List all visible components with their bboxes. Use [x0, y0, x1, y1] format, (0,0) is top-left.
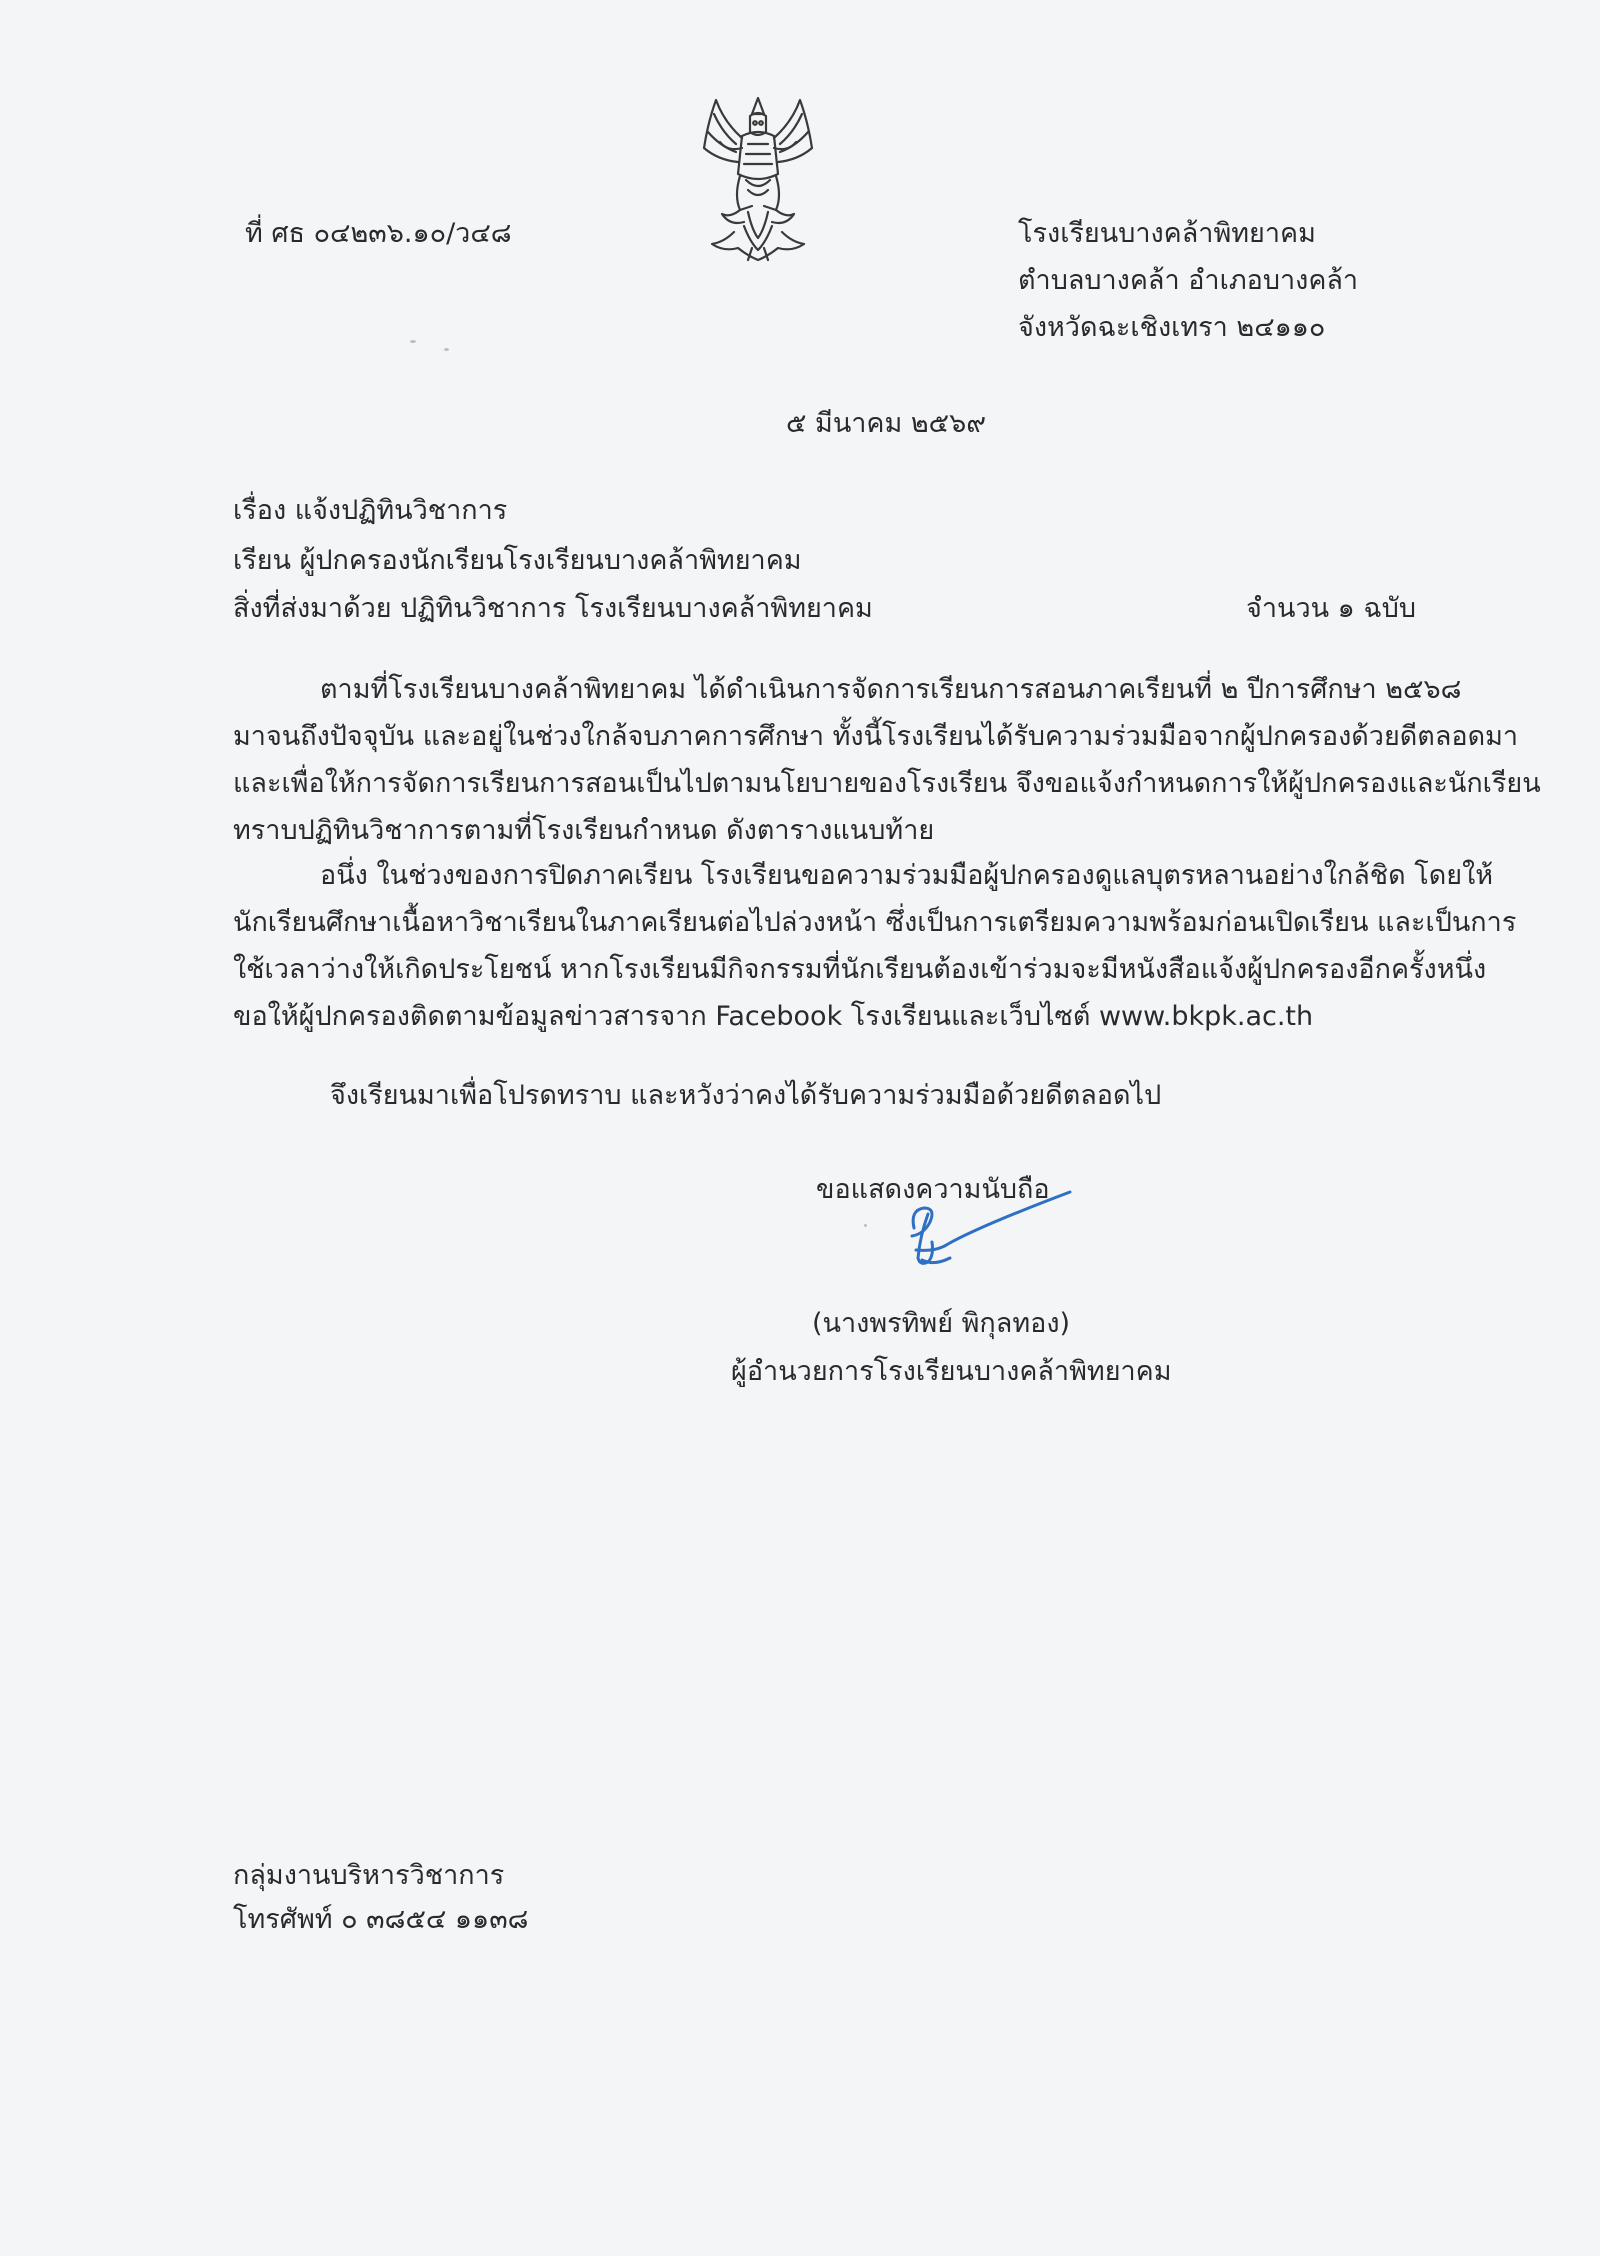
body-line: ทราบปฏิทินวิชาการตามที่โรงเรียนกำหนด ดังตารางแนบท้าย [233, 815, 935, 846]
school-province: จังหวัดฉะเชิงเทรา ๒๔๑๑๐ [1018, 312, 1326, 343]
paper-speck [864, 1224, 867, 1227]
body-line: ขอให้ผู้ปกครองติดตามข้อมูลข่าวสารจาก Facebook โรงเรียนและเว็บไซต์ www.bkpk.ac.th [233, 1001, 1314, 1032]
signer-title: ผู้อำนวยการโรงเรียนบางคล้าพิทยาคม [731, 1356, 1172, 1387]
paper-speck [444, 348, 449, 351]
body-line: ตามที่โรงเรียนบางคล้าพิทยาคม ได้ดำเนินการจัดการเรียนการสอนภาคเรียนที่ ๒ ปีการศึกษา ๒๕๖๘ [320, 674, 1462, 705]
school-address-line: ตำบลบางคล้า อำเภอบางคล้า [1018, 265, 1359, 296]
salutation: ขอแสดงความนับถือ [816, 1174, 1050, 1205]
signature-icon [890, 1186, 1080, 1286]
body-line: นักเรียนศึกษาเนื้อหาวิชาเรียนในภาคเรียนต่อไปล่วงหน้า ซึ่งเป็นการเตรียมความพร้อมก่อนเปิดเรียน และเป็นการ [233, 907, 1517, 938]
body-line: และเพื่อให้การจัดการเรียนการสอนเป็นไปตามนโยบายของโรงเรียน จึงขอแจ้งกำหนดการให้ผู้ปกครองและนักเรียน [233, 768, 1541, 799]
body-line: อนึ่ง ในช่วงของการปิดภาคเรียน โรงเรียนขอความร่วมมือผู้ปกครองดูแลบุตรหลานอย่างใกล้ชิด โดยให้ [320, 860, 1494, 891]
enclosure-count: จำนวน ๑ ฉบับ [1246, 593, 1417, 624]
footer-phone: โทรศัพท์ ๐ ๓๘๕๔ ๑๑๓๘ [233, 1904, 529, 1935]
footer-department: กลุ่มงานบริหารวิชาการ [233, 1860, 505, 1891]
letter-subject: เรื่อง แจ้งปฏิทินวิชาการ [233, 495, 508, 526]
garuda-emblem-icon [694, 92, 822, 264]
school-name: โรงเรียนบางคล้าพิทยาคม [1018, 218, 1316, 249]
letter-recipient: เรียน ผู้ปกครองนักเรียนโรงเรียนบางคล้าพิทยาคม [233, 545, 802, 576]
body-line: มาจนถึงปัจจุบัน และอยู่ในช่วงใกล้จบภาคการศึกษา ทั้งนี้โรงเรียนได้รับความร่วมมือจากผู้ปกครองด้วยดีตลอดมา [233, 721, 1519, 752]
closing-line: จึงเรียนมาเพื่อโปรดทราบ และหวังว่าคงได้รับความร่วมมือด้วยดีตลอดไป [330, 1080, 1162, 1111]
signer-name: (นางพรทิพย์ พิกุลทอง) [812, 1308, 1071, 1339]
letter-enclosure: สิ่งที่ส่งมาด้วย ปฏิทินวิชาการ โรงเรียนบางคล้าพิทยาคม [233, 593, 873, 624]
paper-speck [410, 340, 416, 343]
letter-date: ๕ มีนาคม ๒๕๖๙ [786, 408, 987, 439]
reference-number: ที่ ศธ ๐๔๒๓๖.๑๐/ว๔๘ [245, 218, 512, 249]
body-line: ใช้เวลาว่างให้เกิดประโยชน์ หากโรงเรียนมีกิจกรรมที่นักเรียนต้องเข้าร่วมจะมีหนังสือแจ้งผู้ปกครองอีกครั้งหนึ่ง [233, 954, 1487, 985]
